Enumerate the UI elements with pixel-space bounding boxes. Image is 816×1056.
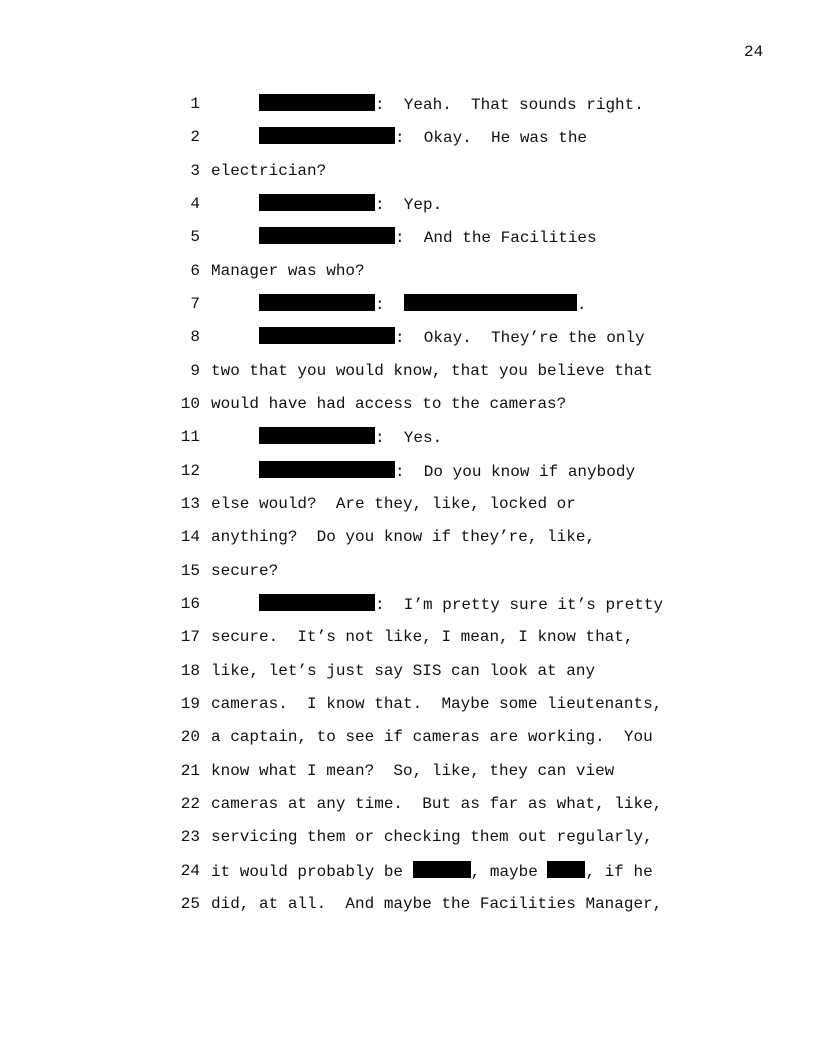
line-text: secure? bbox=[211, 562, 279, 580]
transcript-line-8 bbox=[0, 327, 816, 347]
transcript-line-15 bbox=[0, 561, 816, 581]
transcript-line-12 bbox=[0, 461, 816, 481]
line-number: 4 bbox=[190, 195, 200, 213]
line-text: servicing them or checking them out regularly, bbox=[211, 828, 653, 846]
redaction-speaker bbox=[259, 194, 375, 211]
redaction-speaker bbox=[259, 294, 375, 311]
redaction-speaker bbox=[259, 461, 395, 478]
redaction-speaker bbox=[259, 227, 395, 244]
line-text: Manager was who? bbox=[211, 262, 365, 280]
line-number: 7 bbox=[190, 295, 200, 313]
line-number: 21 bbox=[180, 762, 200, 780]
transcript-line-5 bbox=[0, 227, 816, 247]
line-number: 1 bbox=[190, 95, 200, 113]
line-text: : Yep. bbox=[259, 194, 442, 215]
line-text: would have had access to the cameras? bbox=[211, 395, 567, 413]
transcript-line-11 bbox=[0, 427, 816, 447]
line-number: 6 bbox=[190, 262, 200, 280]
line-number: 2 bbox=[190, 128, 200, 146]
line-text: secure. It’s not like, I mean, I know that, bbox=[211, 628, 634, 646]
transcript-line-20 bbox=[0, 727, 816, 747]
line-text: electrician? bbox=[211, 162, 327, 180]
transcript-line-4 bbox=[0, 194, 816, 214]
line-text: did, at all. And maybe the Facilities Manager, bbox=[211, 895, 663, 913]
line-text: cameras at any time. But as far as what, like, bbox=[211, 795, 663, 813]
line-number: 16 bbox=[180, 595, 200, 613]
transcript-line-18 bbox=[0, 661, 816, 681]
transcript-line-6 bbox=[0, 261, 816, 281]
line-number: 3 bbox=[190, 162, 200, 180]
redaction-speaker bbox=[259, 427, 375, 444]
line-text: : I’m pretty sure it’s pretty bbox=[259, 594, 663, 615]
line-text: : Yes. bbox=[259, 427, 442, 448]
line-text: anything? Do you know if they’re, like, bbox=[211, 528, 596, 546]
line-text: know what I mean? So, like, they can view bbox=[211, 762, 615, 780]
line-text: : . bbox=[259, 294, 586, 315]
redaction-speaker bbox=[259, 327, 395, 344]
redaction-speaker bbox=[259, 94, 375, 111]
transcript-line-13 bbox=[0, 494, 816, 514]
transcript-line-14 bbox=[0, 527, 816, 547]
redaction-speaker bbox=[259, 594, 375, 611]
redaction-name bbox=[404, 294, 577, 311]
line-text: cameras. I know that. Maybe some lieutenants, bbox=[211, 695, 663, 713]
line-number: 8 bbox=[190, 328, 200, 346]
line-text: else would? Are they, like, locked or bbox=[211, 495, 576, 513]
line-number: 5 bbox=[190, 228, 200, 246]
line-number: 14 bbox=[180, 528, 200, 546]
line-number: 23 bbox=[180, 828, 200, 846]
line-number: 9 bbox=[190, 362, 200, 380]
line-number: 18 bbox=[180, 662, 200, 680]
line-number: 25 bbox=[180, 895, 200, 913]
line-text: a captain, to see if cameras are working. You bbox=[211, 728, 653, 746]
page-number: 24 bbox=[744, 43, 764, 61]
redaction-name bbox=[413, 861, 471, 878]
transcript-line-23 bbox=[0, 827, 816, 847]
line-text: it would probably be , maybe , if he bbox=[211, 863, 653, 881]
line-text: : And the Facilities bbox=[259, 227, 597, 248]
line-number: 24 bbox=[180, 862, 200, 880]
line-text: : Do you know if anybody bbox=[259, 461, 635, 482]
transcript-line-3 bbox=[0, 161, 816, 181]
transcript-line-22 bbox=[0, 794, 816, 814]
line-number: 20 bbox=[180, 728, 200, 746]
transcript-line-21 bbox=[0, 761, 816, 781]
line-number: 11 bbox=[180, 428, 200, 446]
line-text: : Okay. They’re the only bbox=[259, 327, 645, 348]
transcript-line-2 bbox=[0, 127, 816, 147]
transcript-line-25 bbox=[0, 894, 816, 914]
line-number: 17 bbox=[180, 628, 200, 646]
line-number: 12 bbox=[180, 462, 200, 480]
line-text: : Yeah. That sounds right. bbox=[259, 94, 644, 115]
redaction-name bbox=[547, 861, 585, 878]
line-text: two that you would know, that you believe that bbox=[211, 362, 653, 380]
transcript-line-1 bbox=[0, 94, 816, 114]
transcript-line-19 bbox=[0, 694, 816, 714]
line-number: 10 bbox=[180, 395, 200, 413]
line-text: like, let’s just say SIS can look at any bbox=[211, 662, 596, 680]
line-number: 19 bbox=[180, 695, 200, 713]
line-number: 22 bbox=[180, 795, 200, 813]
line-number: 13 bbox=[180, 495, 200, 513]
transcript-line-9 bbox=[0, 361, 816, 381]
transcript-line-16 bbox=[0, 594, 816, 614]
transcript-line-10 bbox=[0, 394, 816, 414]
redaction-speaker bbox=[259, 127, 395, 144]
transcript-line-17 bbox=[0, 627, 816, 647]
transcript-line-24 bbox=[0, 861, 816, 881]
transcript-line-7 bbox=[0, 294, 816, 314]
line-text: : Okay. He was the bbox=[259, 127, 587, 148]
line-number: 15 bbox=[180, 562, 200, 580]
